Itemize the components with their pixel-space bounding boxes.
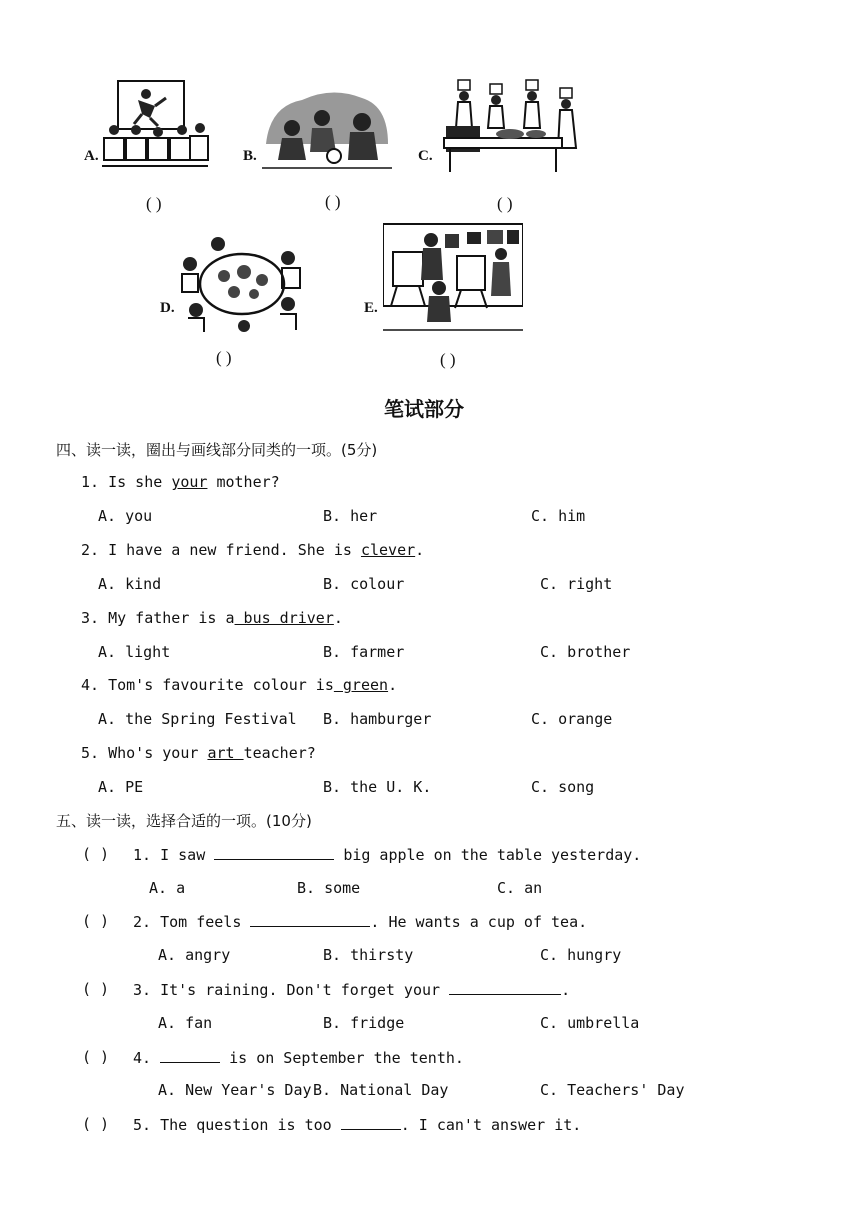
s5-q2-stem: 2. Tom feels . He wants a cup of tea. xyxy=(133,913,588,931)
picture-e-label: E. xyxy=(364,300,378,316)
section-5-heading: 五、读一读，选择合适的一项。(10分) xyxy=(56,812,312,830)
s5-q1-option-c[interactable]: C. an xyxy=(497,879,543,897)
picture-c-label: C. xyxy=(418,148,433,164)
s5-q2-option-c[interactable]: C. hungry xyxy=(540,946,622,964)
s4-q4-option-b[interactable]: B. hamburger xyxy=(323,710,432,728)
s4-q1-stem: 1. Is she your mother? xyxy=(81,473,280,491)
s5-q4-option-c[interactable]: C. Teachers' Day xyxy=(540,1081,685,1099)
s4-q4-option-c[interactable]: C. orange xyxy=(531,710,613,728)
s5-q4-option-a[interactable]: A. New Year's Day xyxy=(158,1081,312,1099)
s4-q1-option-a[interactable]: A. you xyxy=(98,507,153,525)
picture-d-answer-paren[interactable]: ( ) xyxy=(216,348,232,367)
s4-q4-stem: 4. Tom's favourite colour is green. xyxy=(81,676,398,694)
s4-q1-underlined: your xyxy=(171,473,208,491)
s4-q5-option-c[interactable]: C. song xyxy=(531,778,595,796)
s5-q3-option-b[interactable]: B. fridge xyxy=(323,1014,405,1032)
s5-q3-stem: 3. It's raining. Don't forget your . xyxy=(133,981,571,999)
picture-a-label: A. xyxy=(84,148,99,164)
picture-e-painting-class xyxy=(383,222,523,332)
s4-q5-option-a[interactable]: A. PE xyxy=(98,778,144,796)
s5-q5-blank[interactable] xyxy=(341,1115,401,1130)
picture-a-cinema xyxy=(100,78,210,170)
s4-q2-stem: 2. I have a new friend. She is clever. xyxy=(81,541,425,559)
s5-q2-option-b[interactable]: B. thirsty xyxy=(323,946,414,964)
s4-q2-option-b[interactable]: B. colour xyxy=(323,575,405,593)
s4-q2-option-c[interactable]: C. right xyxy=(540,575,613,593)
s4-q4-underlined: green xyxy=(333,676,389,694)
picture-b-label: B. xyxy=(243,148,257,164)
s5-q4-option-b[interactable]: B. National Day xyxy=(313,1081,449,1099)
picture-b-answer-paren[interactable]: ( ) xyxy=(325,192,341,211)
s5-q3-answer-paren[interactable]: ( ) xyxy=(82,980,110,998)
picture-d-dinner-table xyxy=(178,234,306,334)
s4-q2-option-a[interactable]: A. kind xyxy=(98,575,162,593)
s5-q3-option-a[interactable]: A. fan xyxy=(158,1014,213,1032)
s5-q1-option-a[interactable]: A. a xyxy=(149,879,186,897)
section-4-heading: 四、读一读，圈出与画线部分同类的一项。(5分) xyxy=(56,441,378,459)
s4-q1-option-c[interactable]: C. him xyxy=(531,507,586,525)
s5-q5-answer-paren[interactable]: ( ) xyxy=(82,1115,110,1133)
s5-q2-blank[interactable] xyxy=(250,912,370,927)
picture-d-label: D. xyxy=(160,300,175,316)
s4-q1-option-b[interactable]: B. her xyxy=(323,507,378,525)
s5-q4-stem: 4. is on September the tenth. xyxy=(133,1049,464,1067)
s4-q3-option-b[interactable]: B. farmer xyxy=(323,643,405,661)
s4-q3-underlined: bus driver xyxy=(234,609,334,627)
s5-q2-option-a[interactable]: A. angry xyxy=(158,946,231,964)
s4-q3-stem: 3. My father is a bus driver. xyxy=(81,609,343,627)
s4-q3-option-c[interactable]: C. brother xyxy=(540,643,631,661)
picture-a-answer-paren[interactable]: ( ) xyxy=(146,194,162,213)
s4-q5-stem: 5. Who's your art teacher? xyxy=(81,744,316,762)
s4-q2-underlined: clever xyxy=(360,541,416,559)
picture-b-football xyxy=(262,86,392,172)
written-part-title: 笔试部分 xyxy=(384,397,464,421)
picture-c-cooking xyxy=(440,78,585,174)
s4-q5-underlined: art xyxy=(207,744,244,762)
picture-c-answer-paren[interactable]: ( ) xyxy=(497,194,513,213)
s5-q1-blank[interactable] xyxy=(214,845,334,860)
s4-q4-option-a[interactable]: A. the Spring Festival xyxy=(98,710,297,728)
s5-q4-blank[interactable] xyxy=(160,1048,220,1063)
s5-q4-answer-paren[interactable]: ( ) xyxy=(82,1048,110,1066)
s5-q1-option-b[interactable]: B. some xyxy=(297,879,361,897)
s4-q3-option-a[interactable]: A. light xyxy=(98,643,171,661)
s5-q1-stem: 1. I saw big apple on the table yesterday. xyxy=(133,846,642,864)
picture-e-answer-paren[interactable]: ( ) xyxy=(440,350,456,369)
s5-q2-answer-paren[interactable]: ( ) xyxy=(82,912,110,930)
s5-q3-option-c[interactable]: C. umbrella xyxy=(540,1014,640,1032)
s5-q3-blank[interactable] xyxy=(449,980,561,995)
s5-q5-stem: 5. The question is too . I can't answer it. xyxy=(133,1116,582,1134)
s5-q1-answer-paren[interactable]: ( ) xyxy=(82,845,110,863)
s4-q5-option-b[interactable]: B. the U. K. xyxy=(323,778,432,796)
